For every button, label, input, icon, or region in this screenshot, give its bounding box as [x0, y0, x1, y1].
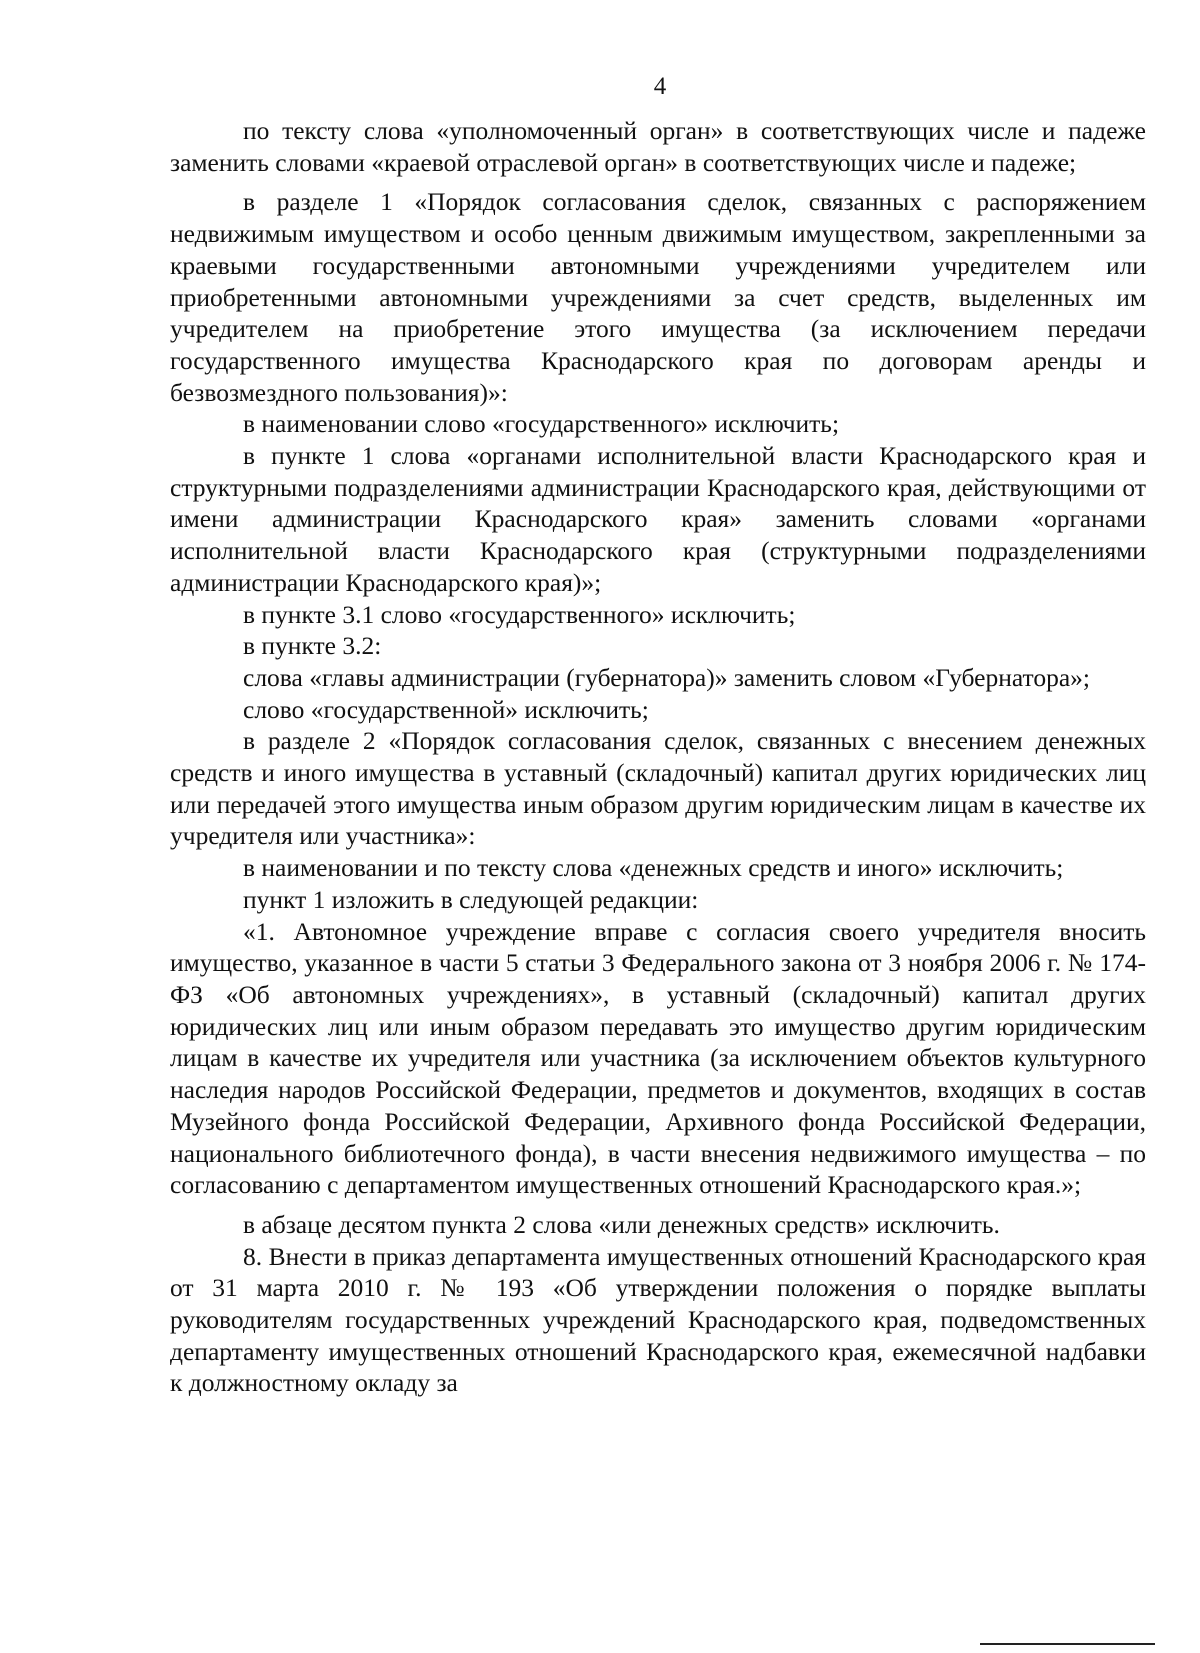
page-number: 4	[653, 73, 667, 100]
paragraph-point-3-2: в пункте 3.2:	[243, 631, 382, 661]
paragraph-name-change: в наименовании слово «государственного» исключить;	[243, 409, 840, 439]
paragraph-new-point-1: «1. Автономное учреждение вправе с согласия своего учредителя вносить имущество, указанное в части 5 статьи 3 Федерального закона от 3 ноября 2006 г. № 174-ФЗ «Об автономных учреждениях», в уставный (складочный) капитал других юридических лиц или иным образом передавать это имущество другим юридическим лицам в качестве их учредителя или участника (за исключением объектов культурного наследия народов Российской Федерации, предметов и документов, входящих в состав Музейного фонда Российской Федерации, Архивного фонда Российской Федерации, национального библиотечного фонда), в части внесения недвижимого имущества – по согласованию с департаментом имущественных отношений Краснодарского края.»;	[170, 916, 1146, 1200]
paragraph-section-1: в разделе 1 «Порядок согласования сделок, связанных с распоряжением недвижимым имуществом и особо ценным движимым имуществом, закрепленными за краевыми государственными автономными учреждениями учредителем или приобретенными автономными учреждениями за счет средств, выделенных им учредителем на приобретение этого имущества (за исключением передачи государственного имущества Краснодарского края по договорам аренды и безвозмездного пользования)»:	[170, 187, 1146, 407]
paragraph-item-8: 8. Внести в приказ департамента имущественных отношений Краснодарского края от 31 марта 2010 г. № 193 «Об утверждении положения о порядке выплаты руководителям государственных учреждений Краснодарского края, подведомственных департаменту имущественных отношений Краснодарского края, ежемесячной надбавки к должностному окладу за	[170, 1241, 1146, 1398]
paragraph-funds-exclusion: в наименовании и по тексту слова «денежных средств и иного» исключить;	[243, 853, 1064, 883]
document-body	[170, 115, 1146, 1399]
paragraph-point-3-1: в пункте 3.1 слово «государственного» исключить;	[243, 599, 796, 629]
paragraph-point-1-edition: пункт 1 изложить в следующей редакции:	[243, 884, 699, 914]
paragraph-state-word: слово «государственной» исключить;	[243, 694, 649, 724]
paragraph-governor-replacement: слова «главы администрации (губернатора)» заменить словом «Губернатора»;	[243, 662, 1090, 692]
bottom-rule	[980, 1643, 1155, 1645]
paragraph-section-2: в разделе 2 «Порядок согласования сделок, связанных с внесением денежных средств и иного имущества в уставный (складочный) капитал других юридических лиц или передачей этого имущества иным образом другим юридическим лицам в качестве их учредителя или участника»:	[170, 726, 1146, 851]
paragraph-point-1-change: в пункте 1 слова «органами исполнительной власти Краснодарского края и структурными подразделениями администрации Краснодарского края, действующими от имени администрации Краснодарского края» заменить словами «органами исполнительной власти Краснодарского края (структурными подразделениями администрации Краснодарского края)»;	[170, 441, 1146, 597]
paragraph-point-2-change: в абзаце десятом пункта 2 слова «или денежных средств» исключить.	[243, 1209, 1000, 1239]
paragraph-text-replacement: по тексту слова «уполномоченный орган» в соответствующих числе и падеже заменить словами «краевой отраслевой орган» в соответствующих числе и падеже;	[170, 116, 1146, 177]
